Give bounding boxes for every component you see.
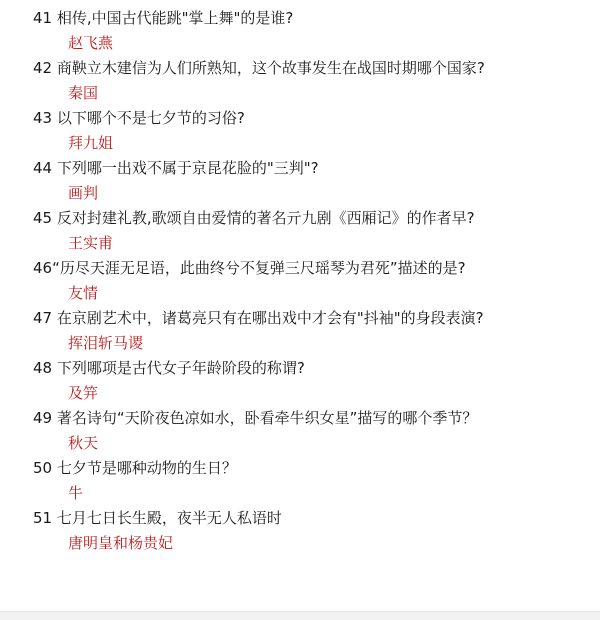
answer-text: 王实甫 <box>68 234 114 252</box>
list-item <box>0 6 600 56</box>
list-item <box>0 356 600 406</box>
question-list <box>0 6 600 556</box>
list-item <box>0 456 600 506</box>
list-item <box>0 306 600 356</box>
list-item <box>0 406 600 456</box>
question-text: 46“历尽天涯无足语，此曲终兮不复弹三尺瑶琴为君死”描述的是? <box>33 259 466 277</box>
question-text: 44 下列哪一出戏不属于京昆花脸的"三判"? <box>33 159 319 177</box>
list-item <box>0 56 600 106</box>
question-text: 47 在京剧艺术中，诸葛亮只有在哪出戏中才会有"抖袖"的身段表演? <box>33 309 484 327</box>
list-item <box>0 106 600 156</box>
question-text: 45 反对封建礼教,歌颂自由爱情的著名亓九剧《西厢记》的作者早? <box>33 209 475 227</box>
question-text: 51 七月七日长生殿，夜半无人私语时 <box>33 509 282 527</box>
question-text: 49 著名诗句“天阶夜色凉如水，卧看牵牛织女星”描写的哪个季节？ <box>33 409 478 427</box>
list-item <box>0 156 600 206</box>
question-text: 48 下列哪项是古代女子年龄阶段的称谓? <box>33 359 305 377</box>
answer-text: 赵飞燕 <box>68 34 114 52</box>
question-text: 50 七夕节是哪种动物的生日？ <box>33 459 237 477</box>
bottom-bar <box>0 611 600 620</box>
answer-text: 挥泪斩马谡 <box>68 334 144 352</box>
answer-text: 友情 <box>68 284 99 302</box>
answer-text: 秦国 <box>68 84 99 102</box>
list-item <box>0 206 600 256</box>
answer-text: 及笄 <box>68 384 99 402</box>
question-text: 43 以下哪个不是七夕节的习俗? <box>33 109 245 127</box>
list-item <box>0 256 600 306</box>
question-text: 41 相传,中国古代能跳"掌上舞"的是谁? <box>33 9 294 27</box>
answer-text: 唐明皇和杨贵妃 <box>68 534 174 552</box>
list-item <box>0 506 600 556</box>
answer-text: 秋天 <box>68 434 99 452</box>
answer-text: 拜九姐 <box>68 134 114 152</box>
answer-text: 画判 <box>68 184 99 202</box>
question-text: 42 商鞅立木建信为人们所熟知，这个故事发生在战国时期哪个国家? <box>33 59 485 77</box>
answer-text: 牛 <box>68 484 84 502</box>
